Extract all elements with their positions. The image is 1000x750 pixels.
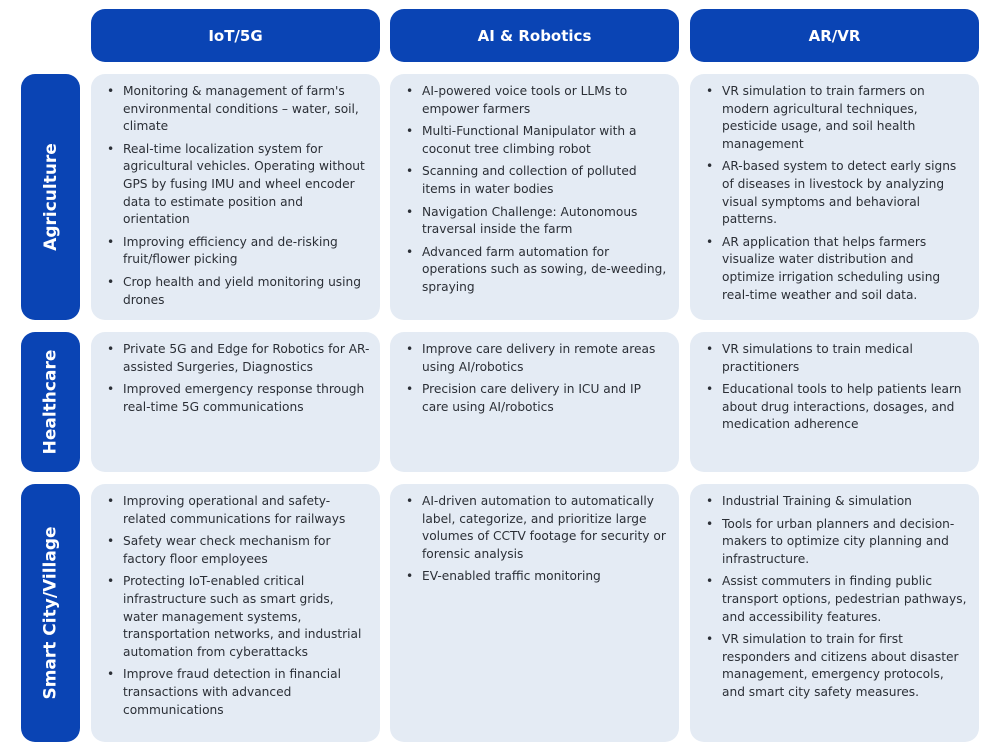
bullet-list <box>103 83 370 309</box>
row-header-label: Smart City/Village <box>40 526 61 700</box>
row-header-label: Agriculture <box>40 143 61 251</box>
list-item: • Improve care delivery in remote areas using AI/robotics <box>402 341 669 376</box>
cell-agriculture-ar-vr <box>690 74 979 320</box>
list-item: • Advanced farm automation for operations such as sowing, de-weeding, spraying <box>402 244 669 297</box>
list-item: • AR application that helps farmers visualize water distribution and optimize irrigation scheduling using real-time weather and soil data. <box>702 234 969 304</box>
list-item: • EV-enabled traffic monitoring <box>402 568 669 586</box>
cell-healthcare-ai-robotics <box>390 332 679 472</box>
list-item: • Navigation Challenge: Autonomous traversal inside the farm <box>402 204 669 239</box>
list-item: • Industrial Training & simulation <box>702 493 969 511</box>
list-item: • Improving efficiency and de-risking fruit/flower picking <box>103 234 370 269</box>
cell-agriculture-ai-robotics <box>390 74 679 320</box>
list-item: • AI-powered voice tools or LLMs to empower farmers <box>402 83 669 118</box>
row-header-smart-city-village <box>21 484 80 742</box>
list-item: • Improved emergency response through real-time 5G communications <box>103 381 370 416</box>
list-item: • Protecting IoT-enabled critical infrastructure such as smart grids, water management systems, transportation networks, and industrial automation from cyberattacks <box>103 573 370 661</box>
cell-smart-city-iot-5g <box>91 484 380 742</box>
list-item: • Improving operational and safety-related communications for railways <box>103 493 370 528</box>
column-header-ar-vr: AR/VR <box>690 9 979 62</box>
cell-smart-city-ar-vr <box>690 484 979 742</box>
list-item: • Educational tools to help patients learn about drug interactions, dosages, and medication adherence <box>702 381 969 434</box>
bullet-list <box>402 493 669 586</box>
cell-smart-city-ai-robotics <box>390 484 679 742</box>
bullet-list <box>103 493 370 719</box>
list-item: • VR simulation to train for first responders and citizens about disaster management, emergency protocols, and smart city safety measures. <box>702 631 969 701</box>
list-item: • VR simulations to train medical practitioners <box>702 341 969 376</box>
list-item: • Precision care delivery in ICU and IP care using AI/robotics <box>402 381 669 416</box>
list-item: • Assist commuters in finding public transport options, pedestrian pathways, and accessibility features. <box>702 573 969 626</box>
list-item: • Safety wear check mechanism for factory floor employees <box>103 533 370 568</box>
list-item: • Improve fraud detection in financial transactions with advanced communications <box>103 666 370 719</box>
list-item: • Scanning and collection of polluted items in water bodies <box>402 163 669 198</box>
bullet-list <box>702 493 969 702</box>
column-header-iot-5g: IoT/5G <box>91 9 380 62</box>
bullet-list <box>402 341 669 416</box>
list-item: • Private 5G and Edge for Robotics for AR-assisted Surgeries, Diagnostics <box>103 341 370 376</box>
list-item: • Monitoring & management of farm's environmental conditions – water, soil, climate <box>103 83 370 136</box>
cell-agriculture-iot-5g <box>91 74 380 320</box>
row-header-agriculture <box>21 74 80 320</box>
list-item: • VR simulation to train farmers on modern agricultural techniques, pesticide usage, and soil health management <box>702 83 969 153</box>
list-item: • Tools for urban planners and decision-makers to optimize city planning and infrastructure. <box>702 516 969 569</box>
column-header-ai-robotics: AI & Robotics <box>390 9 679 62</box>
list-item: • AR-based system to detect early signs of diseases in livestock by analyzing visual symptoms and behavioral patterns. <box>702 158 969 228</box>
bullet-list <box>702 83 969 304</box>
list-item: • Crop health and yield monitoring using drones <box>103 274 370 309</box>
list-item: • AI-driven automation to automatically label, categorize, and prioritize large volumes of CCTV footage for security or forensic analysis <box>402 493 669 563</box>
cell-healthcare-iot-5g <box>91 332 380 472</box>
bullet-list <box>402 83 669 297</box>
row-header-healthcare <box>21 332 80 472</box>
list-item: • Multi-Functional Manipulator with a coconut tree climbing robot <box>402 123 669 158</box>
bullet-list <box>103 341 370 416</box>
row-header-label: Healthcare <box>40 349 61 455</box>
list-item: • Real-time localization system for agricultural vehicles. Operating without GPS by fusing IMU and wheel encoder data to estimate position and orientation <box>103 141 370 229</box>
cell-healthcare-ar-vr <box>690 332 979 472</box>
bullet-list <box>702 341 969 434</box>
